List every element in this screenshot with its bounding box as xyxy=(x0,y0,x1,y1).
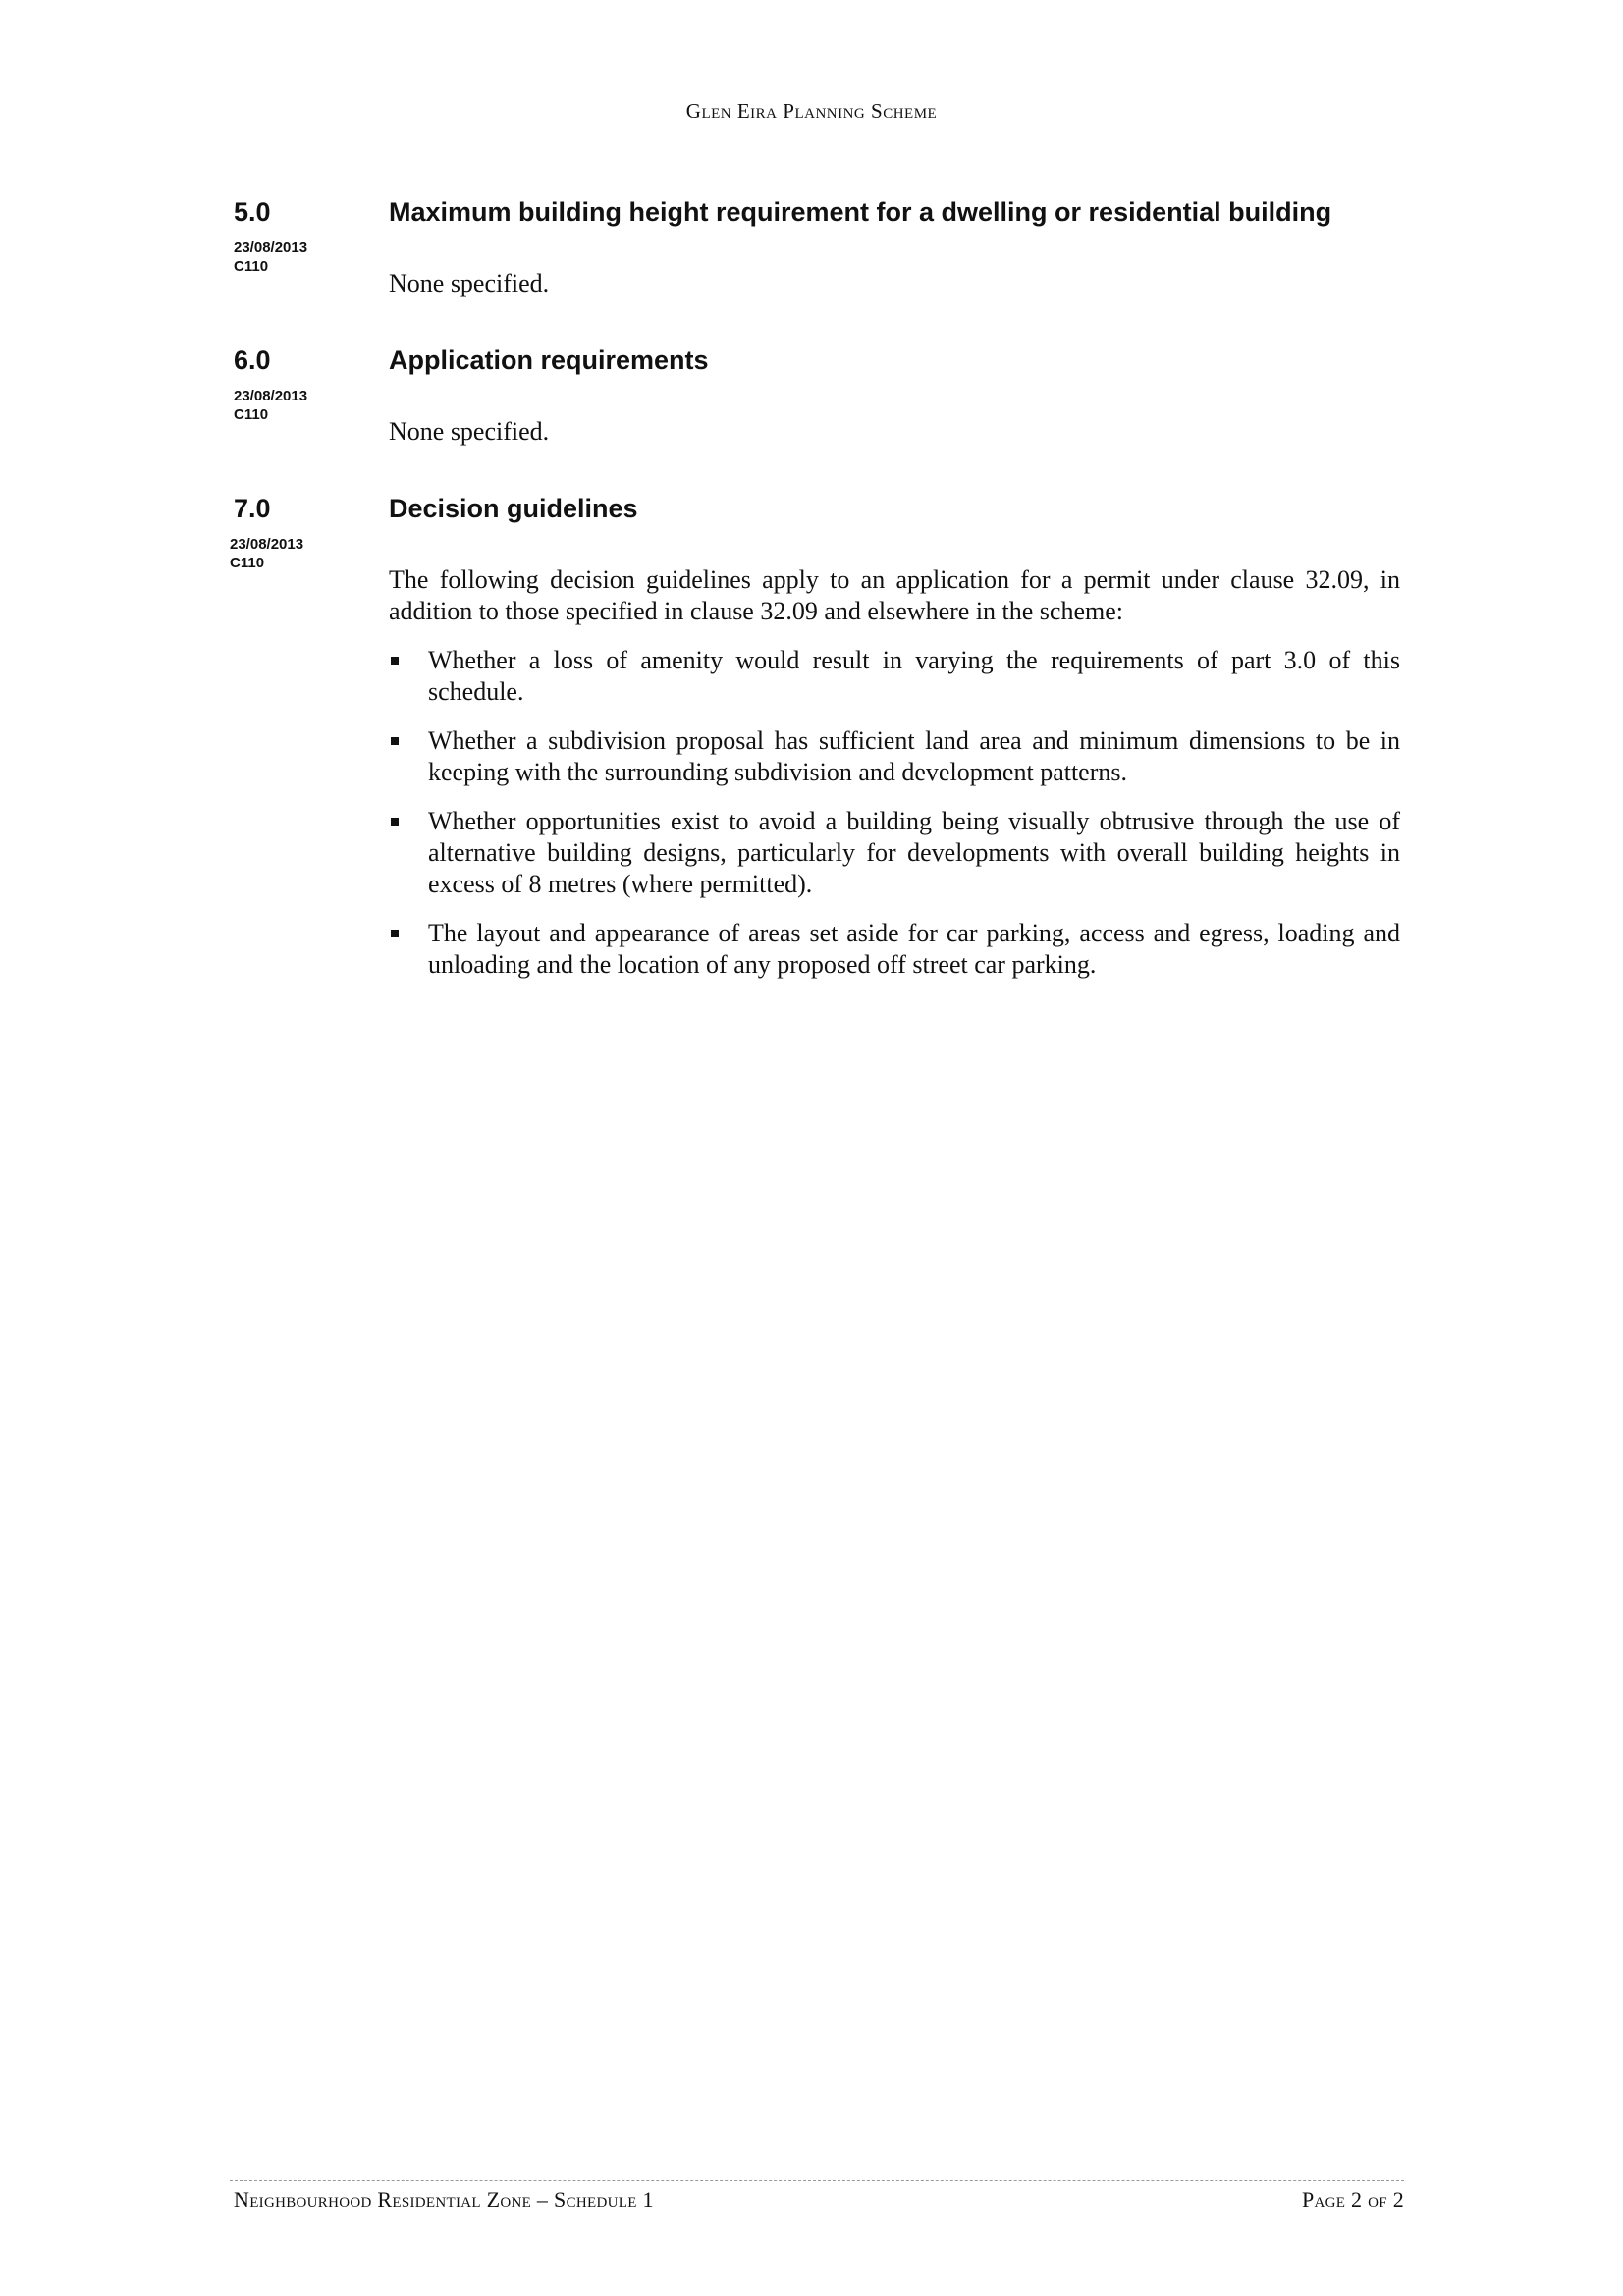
section-body-text: None specified. xyxy=(389,417,550,446)
page-header-title: Glen Eira Planning Scheme xyxy=(685,99,938,123)
list-item-text: Whether opportunities exist to avoid a building being visually obtrusive through the use of alternative building designs, particularly for developments with overall building heights in excess of 8 metres (where permitted). xyxy=(428,807,1400,898)
list-item xyxy=(389,645,1400,708)
section-body-text: None specified. xyxy=(389,269,550,297)
section-meta xyxy=(234,387,307,424)
section-heading: Decision guidelines xyxy=(389,494,638,523)
section-amendment: C110 xyxy=(234,258,269,275)
section-intro-text: The following decision guidelines apply to an application for a permit under clause 32.09, in addition to those specified in clause 32.09 and elsewhere in the scheme: xyxy=(389,565,1400,625)
list-item xyxy=(389,918,1400,981)
section-number: 5.0 xyxy=(234,197,271,227)
list-item xyxy=(389,725,1400,788)
list-item xyxy=(389,806,1400,900)
square-bullet-icon xyxy=(391,737,399,745)
section-heading: Maximum building height requirement for a dwelling or residential building xyxy=(389,197,1332,227)
section-body xyxy=(389,268,1400,317)
section-body xyxy=(389,416,1400,465)
footer-divider xyxy=(230,2180,1404,2181)
decision-guidelines-list xyxy=(389,645,1400,981)
section-body xyxy=(389,564,1400,998)
square-bullet-icon xyxy=(391,930,399,937)
section-amendment: C110 xyxy=(230,555,265,571)
square-bullet-icon xyxy=(391,657,399,665)
list-item-text: Whether a loss of amenity would result in varying the requirements of part 3.0 of this schedule. xyxy=(428,646,1400,706)
section-meta xyxy=(230,535,303,572)
section-date: 23/08/2013 xyxy=(230,536,304,553)
section-heading: Application requirements xyxy=(389,346,709,375)
section-meta xyxy=(234,239,307,276)
footer-schedule-title: Neighbourhood Residential Zone – Schedule 1 xyxy=(234,2187,654,2212)
square-bullet-icon xyxy=(391,818,399,826)
section-date: 23/08/2013 xyxy=(234,240,308,256)
footer-page-number: Page 2 of 2 xyxy=(1301,2187,1404,2212)
section-date: 23/08/2013 xyxy=(234,388,308,404)
list-item-text: The layout and appearance of areas set aside for car parking, access and egress, loading and unloading and the location of any proposed off street car parking. xyxy=(428,919,1400,979)
list-item-text: Whether a subdivision proposal has sufficient land area and minimum dimensions to be in keeping with the surrounding subdivision and development patterns. xyxy=(428,726,1400,786)
section-amendment: C110 xyxy=(234,406,269,423)
section-number: 6.0 xyxy=(234,346,271,375)
section-number: 7.0 xyxy=(234,494,271,523)
